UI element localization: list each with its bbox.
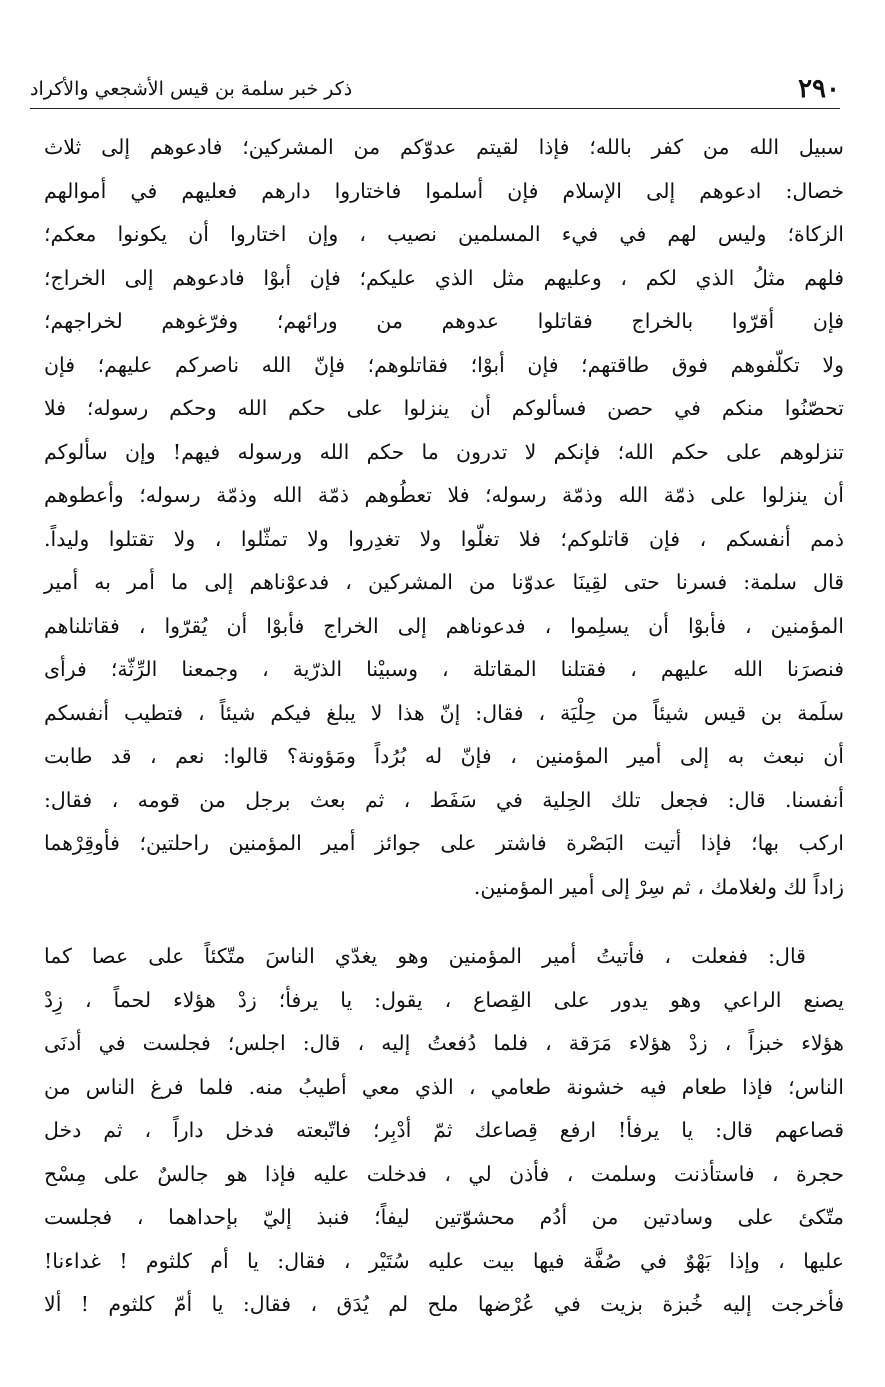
text-line: أن نبعث به إلى أمير المؤمنين ، فإنّ له بُرُداً ومَؤونة؟ قالوا: نعم ، قد طابت <box>44 744 844 768</box>
running-head: ذكر خبر سلمة بن قيس الأشجعي والأكراد <box>30 78 353 100</box>
text-line: يصنع الراعي وهو يدور على القِصاع ، يقول: يا يرفأ؛ زدْ هؤلاء لحماً ، زِدْ <box>44 987 844 1012</box>
text-line: أنفسنا. قال: فجعل تلك الحِلية في سَفَط ، ثم بعث برجل من قومه ، فقال: <box>44 787 844 812</box>
paragraph-2 <box>44 935 844 1327</box>
text-line: تحصّنُوا منكم في حصن فسألوكم أن ينزلوا على حكم الله وحكم رسوله؛ فلا <box>44 396 844 420</box>
text-line: اركب بها؛ فإذا أتيت البَصْرة فاشتر على جوائز أمير المؤمنين راحلتين؛ فأوقِرْهما <box>44 831 844 855</box>
text-line: سبيل الله من كفر بالله؛ فإذا لقيتم عدوّكم من المشركين؛ فادعوهم إلى ثلاث <box>44 135 844 159</box>
text-line: حجرة ، فاستأذنت وسلمت ، فأذن لي ، فدخلت عليه فإذا هو جالسٌ على مِسْح <box>44 1161 844 1186</box>
page-number: ٢٩٠ <box>798 74 840 104</box>
text-line: فنصرَنا الله عليهم ، فقتلنا المقاتلة ، وسبيْنا الذرّية ، وجمعنا الرِّثّة؛ فرأى <box>44 657 844 681</box>
text-line: قال: ففعلت ، فأتيتُ أمير المؤمنين وهو يغدّي الناسَ متّكئاً على عصا كما <box>44 944 806 968</box>
page-header <box>30 70 840 110</box>
text-line: تنزلوهم على حكم الله؛ فإنكم لا تدرون ما حكم الله ورسوله فيهم! وإن سألوكم <box>44 439 844 464</box>
text-line: هؤلاء خبزاً ، زدْ هؤلاء مَرَقة ، فلما دُفعتُ إليه ، قال: اجلس؛ فجلست في أدنَى <box>44 1031 844 1055</box>
text-line: زاداً لك ولغلامك ، ثم سِرْ إلى أمير المؤمنين. <box>473 874 844 899</box>
paragraph-1 <box>44 126 844 909</box>
text-line: قال سلمة: فسرنا حتى لقِينَا عدوّنا من المشركين ، فدعوْناهم إلى ما أمر به أمير <box>44 570 844 594</box>
text-line: خصال: ادعوهم إلى الإسلام فإن أسلموا فاختاروا دارهم فعليهم في أموالهم <box>44 178 844 203</box>
text-line: سلَمة بن قيس شيئاً من حِلْيَة ، فقال: إنّ هذا لا يبلغ فيكم شيئاً ، فتطيب أنفسكم <box>44 700 844 725</box>
text-line: أن ينزلوا على ذمّة الله وذمّة رسوله؛ فلا تعطُوهم ذمّة الله وذمّة رسوله؛ وأعطوهم <box>44 483 844 507</box>
text-line: متّكئ على وسادتين من أدُم محشوّتين ليفاً؛ فنبذ إليّ بإحداهما ، فجلست <box>44 1205 844 1229</box>
text-line: فأخرجت إليه خُبزة بزيت في عُرْضها ملح لم يُدَق ، فقال: يا أمّ كلثوم ! ألا <box>44 1292 844 1316</box>
text-line: ولا تكلّفوهم فوق طاقتهم؛ فإن أبوْا؛ فقاتلوهم؛ فإنّ الله ناصركم عليهم؛ فإن <box>44 352 844 377</box>
text-line: الزكاة؛ وليس لهم في فيء المسلمين نصيب ، وإن اختاروا أن يكونوا معكم؛ <box>44 222 844 246</box>
text-line: عليها ، وإذا بَهْوٌ في صُفَّة فيها بيت عليه سُتَيْر ، فقال: يا أم كلثوم ! غداءنا! <box>44 1248 844 1273</box>
text-line: المؤمنين ، فأبوْا أن يسلِموا ، فدعوناهم إلى الخراج فأبوْا أن يُقرّوا ، فقاتلناهم <box>44 613 844 638</box>
text-line: فإن أقرّوا بالخراج فقاتلوا عدوهم من ورائهم؛ وفرّغوهم لخراجهم؛ <box>44 309 844 333</box>
text-line: قصاعهم قال: يا يرفأ! ارفع قِصاعك ثمّ أدْبِر؛ فاتّبعته فدخل داراً ، ثم دخل <box>44 1118 844 1142</box>
text-line: فلهم مثلُ الذي لكم ، وعليهم مثل الذي عليكم؛ فإن أبوْا فادعوهم إلى الخراج؛ <box>44 265 844 290</box>
header-divider <box>30 108 840 109</box>
text-line: ذمم أنفسكم ، فإن قاتلوكم؛ فلا تغلّوا ولا تغدِروا ولا تمثّلوا ، ولا تقتلوا وليداً. <box>44 526 844 551</box>
text-line: الناس؛ فإذا طعام فيه خشونة طعامي ، الذي معي أطيبُ منه. فلما فرغ الناس من <box>44 1074 844 1099</box>
